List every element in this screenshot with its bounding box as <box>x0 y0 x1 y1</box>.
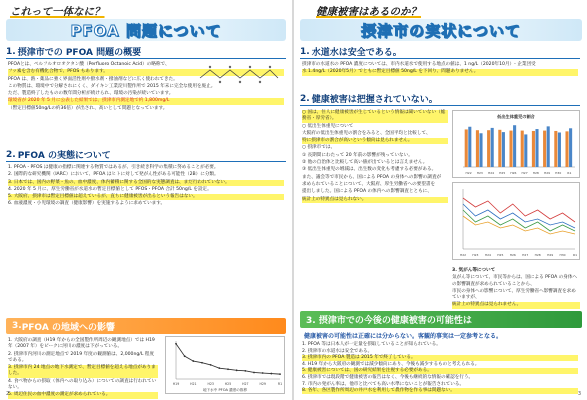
section-number: 3. <box>12 321 22 331</box>
paragraph: 市民の身体への影響について、厚生労働省へ影響調査を求めていますが、 <box>452 288 576 301</box>
list-item: 5. 大阪府、摂津市は暫定目標値は超えているが、直ちに健康被害が出るという報告はない。 <box>8 194 284 200</box>
section-bar <box>6 318 286 334</box>
section-body <box>452 268 580 308</box>
pfoa-trend-chart <box>165 336 285 394</box>
list-item: 2. 摂津市の水道水は安全である。 <box>302 348 373 354</box>
x-tick-label: H29 <box>543 171 551 175</box>
paragraph: ○ 低出生体重児について <box>302 123 354 129</box>
bar <box>513 125 516 167</box>
birth-weight-chart <box>452 110 580 178</box>
data-point <box>262 372 264 374</box>
page-number: 2 <box>6 391 10 397</box>
headline: 健康被害の可能性は正確には分からない。客観的事実は一定参考となる。 <box>304 333 503 340</box>
bar <box>487 130 490 167</box>
data-point <box>192 360 194 362</box>
x-tick-label: H30 <box>559 253 566 257</box>
bar <box>509 131 512 167</box>
chart-title: 低出生体重児の割合 <box>497 114 535 119</box>
x-tick-label: H24 <box>484 253 491 257</box>
series-line <box>463 198 575 222</box>
x-tick-label: H29 <box>259 382 266 386</box>
x-tick-label: H26 <box>509 253 516 257</box>
molecule-diagram <box>196 64 282 86</box>
paragraph: PFOAとは、ペルフルオロオクタン酸（Perfluoro Octanoic Acid）の略称で、 <box>8 62 170 67</box>
paragraph: 大阪府の低出生体重児の割合をみると、全国平均と比較して、 <box>302 130 431 136</box>
paragraph: 統計上の特異点は見られません。 <box>452 302 580 308</box>
line-chart <box>453 183 579 259</box>
bar <box>543 131 546 167</box>
page-tag: これって一体なに？ <box>10 6 105 18</box>
bar <box>465 129 468 167</box>
paragraph: また、議会等で市民から、国による PFOA の身体への影響の調査が <box>302 174 442 180</box>
data-point <box>218 367 220 369</box>
x-tick-label: R1 <box>573 253 577 257</box>
list-item: 1. 大阪府の調査（H19 年からの全国製作所周辺の観測地点）では H19 年（2007 年）をピークに河川の濃度は下がっている。 <box>8 338 155 350</box>
bar <box>558 133 561 168</box>
paragraph: フッ素を含む有機化合物で、PFOS もあります。 <box>8 69 284 75</box>
right-page <box>294 0 587 400</box>
line-chart <box>166 337 284 393</box>
left-page <box>0 0 292 400</box>
page-tag: 健康被害はあるのか？ <box>316 6 421 18</box>
bar <box>521 131 524 167</box>
x-tick-label: H25 <box>224 382 232 386</box>
section-heading <box>6 148 286 162</box>
x-tick-label: H23 <box>472 253 479 257</box>
paragraph: 統計上の特異点は見られない。 <box>302 197 448 203</box>
x-tick-label: H23 <box>476 171 483 175</box>
list-item: 4. 2020 年 5 月に、厚生労働省が水道水の暫定目標値として PFOS・PFOA 合計 50ng/L を設定。 <box>8 186 212 192</box>
x-tick-label: H24 <box>487 171 495 175</box>
section-number: 1. <box>300 46 310 57</box>
bar <box>498 130 501 167</box>
paragraph: 水 1.4ng/L（2020年5月）でともに暫定目標値 50ng/L を下回り、問題ありません。 <box>302 69 578 75</box>
section-title: PFOA の地域への影響 <box>21 322 115 333</box>
bar <box>532 131 535 167</box>
x-tick-label: H28 <box>532 171 539 175</box>
page-number: 3 <box>577 391 581 397</box>
banner-title: PFOA 問題について <box>70 21 222 40</box>
paragraph: ただ、製造終了したものの数年間分析が続けられ、環境の汚染が続いています。 <box>8 91 174 97</box>
list-item: 3. 摂津市内の PFOA 製造は 2015 年で終了している。 <box>302 355 578 361</box>
paragraph: 提出しました。国による PFOA の体内への影響調査とともに、 <box>302 189 432 195</box>
list-item: 6. 血液濃度・小児環境の調査（健康影響）を実施するように求めています。 <box>8 201 166 207</box>
paragraph: 環境省が 2020 年 5 月に公表した結果では、摂津市内測定地で約 1,800mg/L <box>8 98 284 104</box>
data-point <box>253 372 255 374</box>
subheading: 3. 気がん等について <box>452 268 496 273</box>
section-heading <box>300 45 580 59</box>
bar <box>491 128 494 167</box>
x-tick-label: H26 <box>510 171 517 175</box>
bar <box>547 126 550 167</box>
data-point <box>270 373 272 375</box>
list-item: 5. 健康被害については、国の研究結果を注視する必要がある。 <box>302 368 578 374</box>
list-item: 8. 各年、各区製作所周辺の井戸水を利用して農作物を作る事は問題ない。 <box>302 388 578 394</box>
data-point <box>244 370 246 372</box>
bar <box>524 134 527 167</box>
list-item: 6. 摂津市では現段階で健康被害の報告はなく、今後も継続的な情報の確認を行う。 <box>302 374 474 380</box>
list-item: 3. 日本では、国内の野菜・魚の、血中濃度、体内蓄積に関する全国的な実態調査は、まだ行われていない。 <box>8 180 284 186</box>
x-tick-label: H21 <box>190 382 197 386</box>
data-point <box>279 373 281 375</box>
list-item: 5. 周辺住民の血中濃度の測定が求められている。 <box>8 392 158 398</box>
section-title: 健康被害は把握されていない。 <box>311 95 438 105</box>
x-tick-label: H30 <box>555 171 562 175</box>
paragraph: ○ 国は、住人に健康被害が生じているという情報は聞いていない（総務省・厚労省）。 <box>302 110 448 123</box>
paragraph: 特に摂津市の割合が高いという傾向は見られません。 <box>302 138 448 144</box>
paragraph: ① 長期間にわたって 20 年前の影響が残っていない。 <box>302 152 413 158</box>
x-tick-label: R1 <box>567 171 572 175</box>
data-point <box>184 355 186 357</box>
paragraph: この物質は、環境中で分解されにくく、ダイキン工業淀川製作所で 2015 年末に完全な使用を廃止。 <box>8 83 216 89</box>
section-body <box>8 165 284 305</box>
section-title: 摂津市での PFOA 問題の概要 <box>17 48 142 58</box>
list-item: 7. 市内の発がん率は、他市と比べても高い水準にないことが報告されている。 <box>302 381 465 387</box>
x-tick-label: R1 <box>277 382 283 386</box>
list-item: 2. 国際的な研究機関（IARC）において、PFOA はヒトに対して発がん性がある可能性（2B）に分類。 <box>8 172 219 178</box>
data-point <box>175 343 177 345</box>
section-body <box>302 110 448 300</box>
section-body <box>302 342 578 396</box>
data-point <box>210 364 212 366</box>
x-tick-label: H25 <box>499 171 506 175</box>
bar <box>468 127 471 167</box>
paragraph: 気がん等について、市民等からは、国による PFOA の身体への影響調査が求められていることから、 <box>452 275 578 287</box>
paragraph: ② 他の自治体と比較して高い値が出ているとは言えません。 <box>302 160 428 166</box>
paragraph: ○ 摂津市では、 <box>302 145 336 151</box>
section-number: 1. <box>6 46 16 57</box>
paragraph: 求められていることについて、大阪府、厚生労働省への要望書を <box>302 181 436 187</box>
series-line <box>463 216 575 234</box>
list-item: 1. PFOA・PFOS は健康の指標に関連する物質ではあるが、引き続き科学の集積に努めることが必要。 <box>8 165 219 170</box>
x-tick-label: H19 <box>172 382 180 386</box>
x-tick-label: H23 <box>207 382 214 386</box>
x-tick-label: H22 <box>459 253 467 257</box>
page-banner <box>300 19 582 41</box>
x-tick-label: H27 <box>521 171 528 175</box>
section-body <box>8 338 158 398</box>
data-point <box>201 362 203 364</box>
x-tick-label: H25 <box>497 253 504 257</box>
x-tick-label: H22 <box>465 171 472 175</box>
chart-caption: 地下水中 PFOA 濃度の推移 <box>202 388 248 392</box>
banner-title: 摂津市の実状について <box>361 21 521 40</box>
section-number: 2. <box>6 149 16 160</box>
paragraph: ③ 低出生体重児の増減は、出生数の変化も考慮する必要がある。 <box>302 167 437 173</box>
bar <box>502 132 505 167</box>
x-tick-label: H28 <box>534 253 541 257</box>
list-item: 4. 食べ物からの摂取（体内への取り込み）についての調査は行われていない。 <box>8 378 157 391</box>
series-line <box>463 204 575 228</box>
bar <box>535 129 538 167</box>
trend-line-chart <box>452 182 580 260</box>
x-tick-label: H27 <box>522 253 529 257</box>
section-number: 2. <box>300 93 310 104</box>
bar <box>565 131 568 167</box>
paragraph: PFOA は、熱・薬品に強く界面活性剤や撥水剤・撥油剤などに広く使われてきた。 <box>8 76 178 82</box>
x-tick-label: H29 <box>547 253 554 257</box>
data-point <box>236 369 238 371</box>
section-heading <box>300 92 580 106</box>
page-banner <box>6 19 286 41</box>
paragraph: 摂津市の水道水の PFOA 濃度については、市内水道水で使用する地点の値は、1 ng/L（2020年10月）- 企業団受 <box>302 62 536 67</box>
bar <box>476 130 479 167</box>
section-body <box>302 62 578 84</box>
paragraph: （暫定目標値50ng/Lの約36倍）が出され、高いとして問題となっています。 <box>8 105 168 111</box>
section-heading <box>6 45 286 59</box>
bar <box>554 131 557 167</box>
section-title: 水道水は安全である。 <box>311 48 402 58</box>
list-item: 2. 摂津市内河川の測定地点で 2019 年度の観測値は、2,000ng/L 程度である。 <box>8 351 155 363</box>
list-item: 3. 摂津市内 24 地点の地下水測定で、暫定目標値を超える地点がありました。 <box>8 365 158 378</box>
list-item: 4. H19 年から大阪府の観測では減少傾向にあり、今後も減少するものと考えられる。 <box>302 361 480 367</box>
bar <box>479 133 482 167</box>
x-tick-label: H27 <box>242 382 249 386</box>
section-bar: 3. 摂津市での今後の健康被害の可能性は <box>300 311 582 328</box>
section-title: PFOA の実態について <box>17 151 111 161</box>
data-point <box>227 368 229 370</box>
bar-chart <box>453 111 579 177</box>
bar <box>569 128 572 167</box>
list-item: 1. PFOA 等は日本人が一定量を摂取していることが知られている。 <box>302 342 441 347</box>
